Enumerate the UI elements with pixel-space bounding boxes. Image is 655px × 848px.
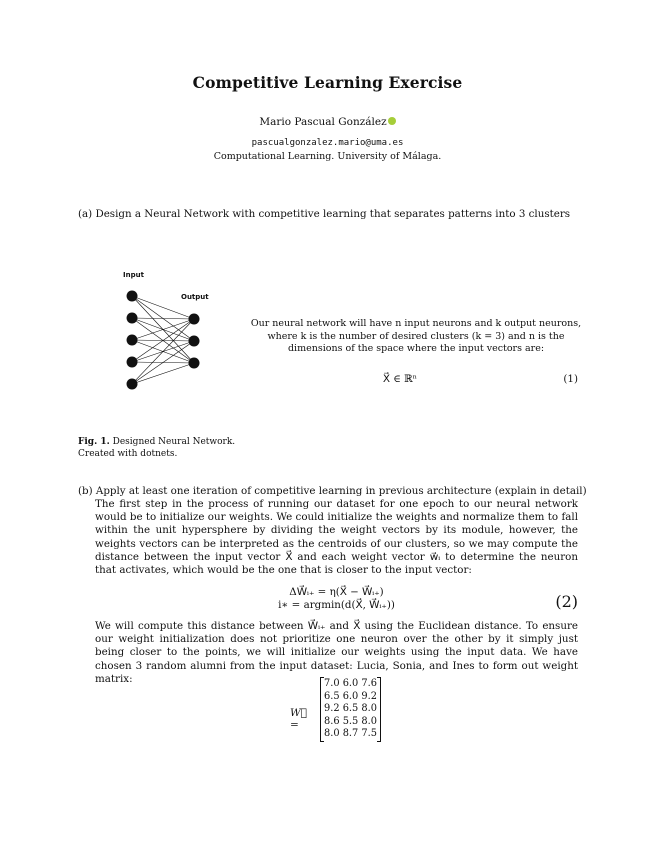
matrix-row: 8.0 8.7 7.5 bbox=[324, 728, 377, 740]
body-paragraph-1: The first step in the process of running our dataset for one epoch to our neural network would be to initialize our weights. We could initialize the weights and normalize them to fall within the unit hypersphere by dividing the weight vectors by its module, however, the weights vectors can be interpreted as the centroids of our clusters, so we may compute the distance between the input vector X⃗ and each weight vector w⃗ᵢ to determine the neuron that activates, which would be the one that is closer to the input vector: bbox=[95, 498, 578, 577]
output-neuron bbox=[189, 314, 200, 325]
input-neuron bbox=[127, 335, 138, 346]
input-layer-label: Input bbox=[123, 271, 144, 279]
matrix-row: 7.0 6.0 7.6 bbox=[324, 678, 377, 689]
output-neuron bbox=[189, 336, 200, 347]
input-neuron bbox=[127, 379, 138, 390]
matrix-label: W⃗ = bbox=[290, 707, 308, 731]
output-layer-label: Output bbox=[181, 293, 209, 301]
caption-label: Fig. 1. bbox=[78, 437, 110, 447]
question-a: (a) Design a Neural Network with competitive learning that separates patterns into 3 clusters bbox=[78, 208, 571, 220]
equation-1 bbox=[250, 373, 578, 387]
equation-2-number: (2) bbox=[555, 592, 578, 611]
matrix-brackets bbox=[320, 677, 381, 742]
connections bbox=[132, 296, 194, 384]
output-neuron bbox=[189, 358, 200, 369]
input-neuron bbox=[127, 313, 138, 324]
input-neuron bbox=[127, 357, 138, 368]
affiliation: Computational Learning. University of Málaga. bbox=[213, 151, 442, 162]
input-neurons bbox=[127, 291, 138, 390]
author-line bbox=[0, 116, 655, 128]
equation-2-line-2: i∗ = argmin(d(X⃗, W⃗ᵢ₊)) bbox=[278, 599, 395, 611]
orcid-icon[interactable] bbox=[388, 117, 396, 125]
question-b: (b) Apply at least one iteration of competitive learning in previous architecture (explain in detail) bbox=[78, 485, 587, 497]
equation-2 bbox=[95, 586, 578, 614]
matrix-row: 6.5 6.0 9.2 bbox=[324, 690, 377, 702]
neural-network-diagram bbox=[120, 286, 210, 394]
caption-text: Designed Neural Network. Created with dotnets. bbox=[78, 437, 236, 459]
network-description: Our neural network will have n input neurons and k output neurons, where k is the number of desired clusters (k = 3) and n is the dimensions of the space where the input vectors are: bbox=[250, 318, 582, 354]
paper-title: Competitive Learning Exercise bbox=[192, 73, 463, 92]
matrix-row: 8.6 5.5 8.0 bbox=[324, 715, 377, 727]
equation-1-number: (1) bbox=[563, 373, 578, 385]
author-email[interactable]: pascualgonzalez.mario@uma.es bbox=[251, 138, 404, 148]
output-neurons bbox=[189, 314, 200, 369]
author-name: Mario Pascual González bbox=[259, 116, 387, 128]
matrix-row: 9.2 6.5 8.0 bbox=[324, 703, 377, 715]
figure-caption bbox=[78, 436, 258, 460]
body-paragraph-2: We will compute this distance between W⃗ᵢ₊ and X⃗ using the Euclidean distance. To ensure our weight initialization does not prioritize one neuron over the other by it simply just being closer to the points, we will initialize our weights using the input data. We have chosen 3 random alumni from the input dataset: Lucia, Sonia, and Ines to form out weight matrix: bbox=[95, 620, 578, 685]
equation-1-expr: X⃗ ∈ ℝⁿ bbox=[382, 373, 418, 385]
equation-2-line-1: ΔW⃗ᵢ₊ = η(X⃗ − W⃗ᵢ₊) bbox=[289, 586, 384, 598]
input-neuron bbox=[127, 291, 138, 302]
